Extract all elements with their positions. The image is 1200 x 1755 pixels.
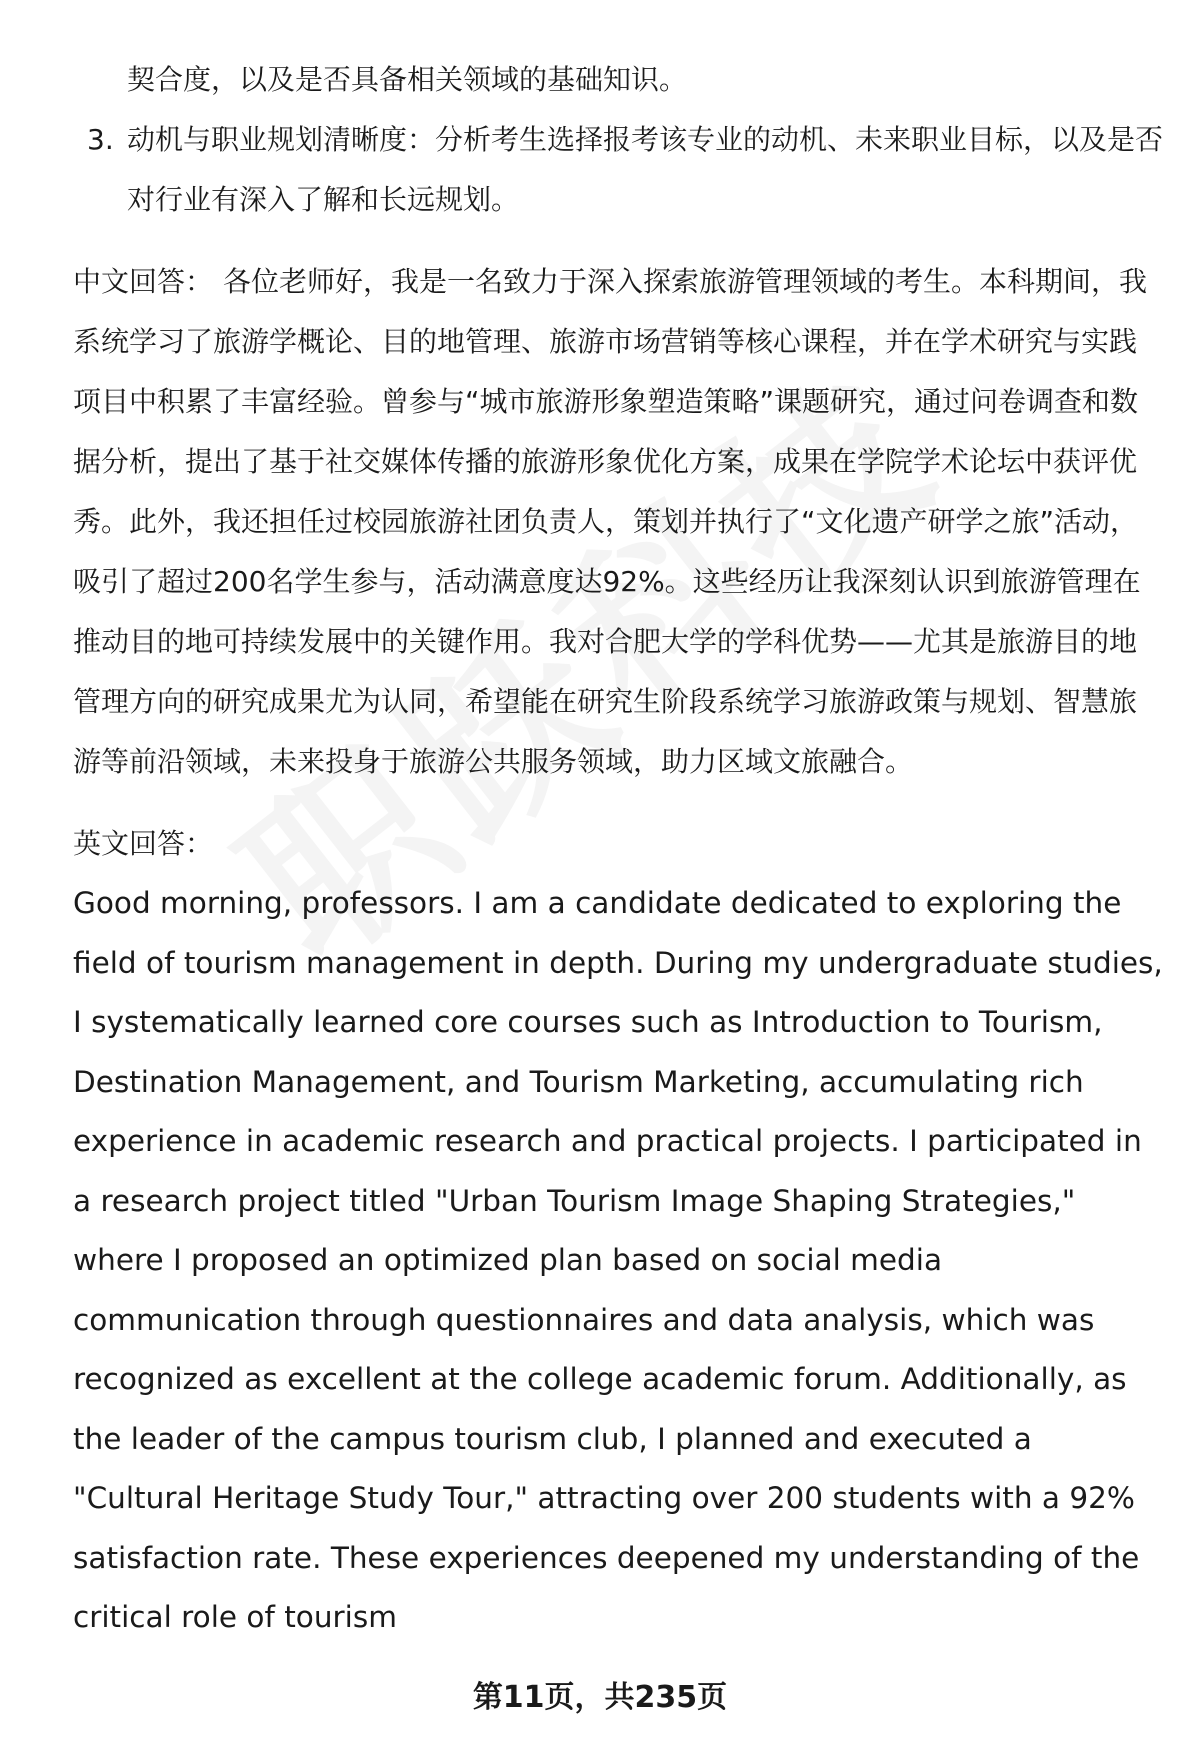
chinese-answer-label: 中文回答： <box>73 265 214 298</box>
english-answer-text: Good morning, professors. I am a candidate dedicated to exploring the field of tourism management in depth. During my undergraduate studies, I systematically learned core courses such as Introduction to Tourism, Destination Management, and Tourism Marketing, accumulating rich experience in academic research and practical projects. I participated in a research project titled "Urban Tourism Image Shaping Strategies," where I proposed an optimized plan based on social media communication through questionnaires and data analysis, which was recognized as excellent at the college academic forum. Additionally, as the leader of the campus tourism club, I planned and executed a "Cultural Heritage Study Tour," attracting over 200 students with a 92% satisfaction rate. These experiences deepened my understanding of the critical role of tourism <box>73 886 1163 1634</box>
document-page <box>73 50 1163 1648</box>
english-answer-label: 英文回答： <box>73 827 214 860</box>
chinese-answer-text: 各位老师好，我是一名致力于深入探索旅游管理领域的考生。本科期间，我系统学习了旅游学概论、目的地管理、旅游市场营销等核心课程，并在学术研究与实践项目中积累了丰富经验。曾参与“城市旅游形象塑造策略”课题研究，通过问卷调查和数据分析，提出了基于社交媒体传播的旅游形象优化方案，成果在学院学术论坛中获评优秀。此外，我还担任过校园旅游社团负责人，策划并执行了“文化遗产研学之旅”活动，吸引了超过200名学生参与，活动满意度达92%。这些经历让我深刻认识到旅游管理在推动目的地可持续发展中的关键作用。我对合肥大学的学科优势——尤其是旅游目的地管理方向的研究成果尤为认同，希望能在研究生阶段系统学习旅游政策与规划、智慧旅游等前沿领域，未来投身于旅游公共服务领域，助力区域文旅融合。 <box>73 265 1148 778</box>
page-footer: 第11页，共235页 <box>472 1680 728 1715</box>
list-number: 3. <box>87 123 114 156</box>
intro-continuation: 契合度，以及是否具备相关领域的基础知识。 <box>127 63 688 96</box>
list-text: 动机与职业规划清晰度：分析考生选择报考该专业的动机、未来职业目标，以及是否对行业有深入了解和长远规划。 <box>127 123 1164 216</box>
criteria-list-item <box>73 110 1163 230</box>
chinese-answer <box>73 252 1163 792</box>
